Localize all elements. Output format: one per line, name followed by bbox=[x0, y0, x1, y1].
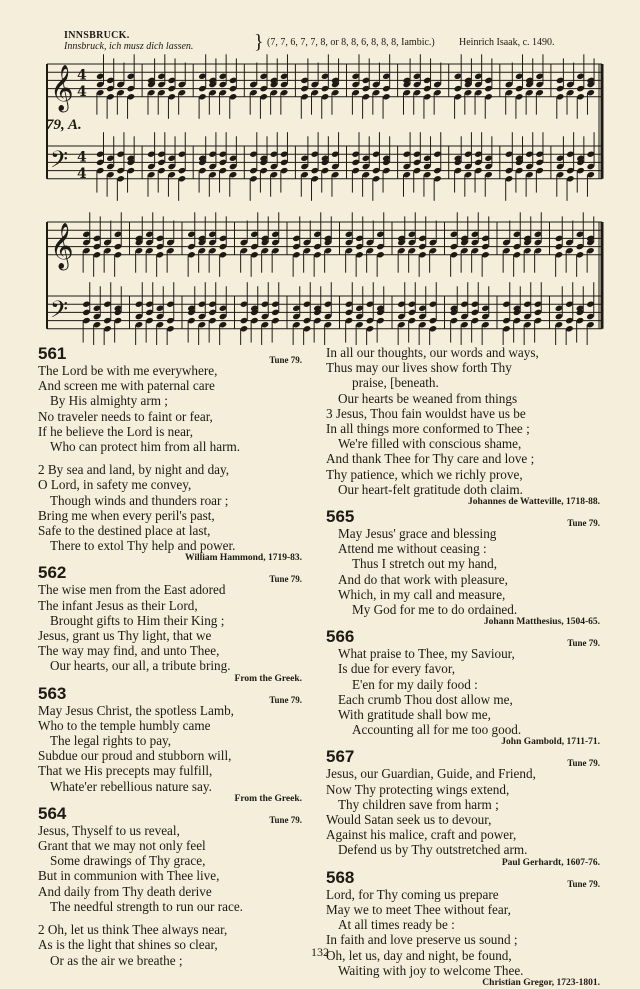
verse-line: Our hearts be weaned from things bbox=[338, 390, 518, 406]
bass-clef-icon: 𝄢 bbox=[50, 295, 69, 329]
verse-line: Jesus, Thyself to us reveal, bbox=[38, 822, 180, 838]
hymn-block bbox=[38, 345, 306, 564]
verse-line: Oh, let us, day and night, be found, bbox=[326, 947, 512, 963]
verse-line: Or as the air we breathe ; bbox=[50, 952, 183, 968]
hymn-number: 561 bbox=[38, 344, 67, 363]
verse-line: Bring me when every peril's past, bbox=[38, 507, 215, 523]
verse-line: Would Satan seek us to devour, bbox=[326, 812, 492, 828]
verse-line: That we His precepts may fulfill, bbox=[38, 763, 213, 779]
tune-meter: (7, 7, 6, 7, 7, 8, or 8, 8, 6, 8, 8, 8, Iambic.) bbox=[267, 37, 435, 48]
tune-composer: Heinrich Isaak, c. 1490. bbox=[459, 37, 555, 48]
verse-line: And daily from Thy death derive bbox=[38, 883, 212, 899]
verse-line: Grant that we may not only feel bbox=[38, 838, 206, 854]
hymn-number: 568 bbox=[326, 867, 355, 887]
tune-reference: Tune 79. bbox=[567, 518, 600, 529]
hymn-block bbox=[326, 508, 604, 628]
verse-line: Attend me without ceasing : bbox=[338, 541, 487, 557]
verse-line: And do that work with pleasure, bbox=[338, 571, 508, 587]
bass-clef-icon: 𝄢 bbox=[50, 145, 69, 179]
verse-line: By His almighty arm ; bbox=[50, 393, 168, 409]
verse-line: Waiting with joy to welcome Thee. bbox=[338, 962, 524, 978]
verse-line: The Lord be with me everywhere, bbox=[38, 363, 218, 378]
continued-hymn bbox=[326, 345, 604, 508]
hymn-number: 563 bbox=[38, 683, 67, 703]
tune-reference: Tune 79. bbox=[567, 758, 600, 769]
time-signature: 4 bbox=[77, 165, 87, 182]
tune-reference: Tune 79. bbox=[567, 638, 600, 649]
verse-line: Whate'er rebellious nature say. bbox=[50, 778, 212, 794]
music-score bbox=[0, 0, 640, 345]
verse-line: Subdue our proud and stubborn will, bbox=[38, 748, 232, 764]
verse-line: E'en for my daily food : bbox=[352, 676, 478, 692]
verse-line: Thus I stretch out my hand, bbox=[352, 556, 498, 572]
tune-reference: Tune 79. bbox=[567, 878, 600, 889]
time-signature: 4 bbox=[77, 67, 87, 84]
verse-line: No traveler needs to faint or fear, bbox=[38, 408, 213, 424]
verse-line: Thy children save from harm ; bbox=[338, 796, 499, 812]
hymn-block bbox=[38, 805, 306, 968]
verse-line: But in communion with Thee live, bbox=[38, 868, 220, 884]
hymn-author: Johannes de Watteville, 1718-88. bbox=[467, 497, 600, 508]
tune-number: 79, A. bbox=[46, 117, 82, 133]
time-signature: 4 bbox=[77, 149, 87, 166]
hymn-number: 567 bbox=[326, 747, 355, 767]
tune-reference: Tune 79. bbox=[269, 694, 302, 705]
verse-line: praise, [beneath. bbox=[352, 375, 439, 391]
verse-line: 2 Oh, let us think Thee always near, bbox=[38, 922, 228, 938]
tune-reference: Tune 79. bbox=[269, 814, 302, 825]
verse-line: Brought gifts to Him their King ; bbox=[50, 612, 225, 628]
hymn-number: 562 bbox=[38, 563, 67, 583]
verse-line: Thus may our lives show forth Thy bbox=[326, 360, 512, 376]
verse-line: Against his malice, craft and power, bbox=[326, 827, 517, 843]
treble-clef-icon: 𝄞 bbox=[50, 64, 74, 111]
stanza-gap bbox=[38, 914, 306, 922]
hymn-author: Paul Gerhardt, 1607-76. bbox=[501, 857, 600, 868]
tune-reference: Tune 79. bbox=[269, 574, 302, 585]
verse-line: May we to meet Thee without fear, bbox=[326, 901, 511, 917]
verse-line: Who to the temple humbly came bbox=[38, 717, 211, 733]
verse-line: O Lord, in safety me convey, bbox=[38, 477, 192, 493]
verse-line: With gratitude shall bow me, bbox=[338, 707, 491, 723]
tune-reference: Tune 79. bbox=[269, 355, 302, 365]
verse-line: Some drawings of Thy grace, bbox=[50, 853, 206, 869]
hymn-number: 565 bbox=[326, 507, 355, 527]
verse-line: The legal rights to pay, bbox=[50, 733, 172, 749]
verse-line: May Jesus Christ, the spotless Lamb, bbox=[38, 702, 234, 718]
verse-line: My God for me to do ordained. bbox=[352, 602, 518, 618]
hymn-author: John Gambold, 1711-71. bbox=[501, 737, 600, 748]
hymn-number: 564 bbox=[38, 803, 67, 823]
hymn-block bbox=[38, 564, 306, 684]
tune-name: INNSBRUCK. bbox=[64, 30, 130, 41]
left-column bbox=[38, 345, 306, 968]
hymn-author: From the Greek. bbox=[234, 673, 302, 684]
verse-line: What praise to Thee, my Saviour, bbox=[338, 646, 515, 662]
tune-subtitle: Innsbruck, ich musz dich lassen. bbox=[64, 41, 194, 52]
verse-line: There to extol Thy help and power. bbox=[50, 538, 236, 554]
right-column bbox=[326, 345, 604, 989]
verse-line: Thy patience, which we richly prove, bbox=[326, 466, 523, 482]
verse-line: In faith and love preserve us sound ; bbox=[326, 932, 518, 948]
verse-line: The way may find, and unto Thee, bbox=[38, 643, 220, 659]
verse-line: Which, in my call and measure, bbox=[338, 586, 506, 602]
hymn-author: William Hammond, 1719-83. bbox=[185, 553, 302, 564]
verse-line: The infant Jesus as their Lord, bbox=[38, 597, 198, 613]
verse-line: And thank Thee for Thy care and love ; bbox=[326, 451, 535, 467]
verse-line: As is the light that shines so clear, bbox=[38, 937, 218, 953]
verse-line: 2 By sea and land, by night and day, bbox=[38, 462, 230, 478]
hymn-number: 566 bbox=[326, 627, 355, 647]
verse-line: Who can protect him from all harm. bbox=[50, 439, 241, 455]
verse-line: We're filled with conscious shame, bbox=[338, 436, 522, 452]
verse-line: 3 Jesus, Thou fain wouldst have us be bbox=[326, 405, 526, 421]
verse-line: At all times ready be : bbox=[338, 917, 455, 933]
verse-line: Accounting all for me too good. bbox=[352, 722, 522, 738]
hymn-block bbox=[38, 685, 306, 805]
verse-line: Our heart-felt gratitude doth claim. bbox=[338, 481, 523, 497]
verse-line: If he believe the Lord is near, bbox=[38, 423, 194, 439]
verse-line: Our hearts, our all, a tribute bring. bbox=[50, 658, 231, 674]
verse-line: May Jesus' grace and blessing bbox=[338, 526, 497, 542]
hymn-author: Christian Gregor, 1723-1801. bbox=[482, 977, 600, 988]
stanza-gap bbox=[38, 454, 306, 462]
verse-line: In all things more conformed to Thee ; bbox=[326, 421, 530, 437]
treble-clef-icon: 𝄞 bbox=[50, 222, 74, 269]
verse-line: Each crumb Thou dost allow me, bbox=[338, 691, 513, 707]
verse-line: And screen me with paternal care bbox=[38, 378, 215, 394]
page-number: 132 bbox=[311, 945, 329, 959]
verse-line: Is due for every favor, bbox=[338, 661, 456, 677]
hymn-author: Johann Matthesius, 1504-65. bbox=[483, 617, 600, 628]
verse-line: Lord, for Thy coming us prepare bbox=[326, 886, 499, 902]
hymn-author: From the Greek. bbox=[234, 793, 302, 804]
verse-line: Jesus, our Guardian, Guide, and Friend, bbox=[326, 766, 536, 782]
hymn-block bbox=[326, 869, 604, 989]
verse-line: Now Thy protecting wings extend, bbox=[326, 781, 510, 797]
verse-line: In all our thoughts, our words and ways, bbox=[326, 345, 539, 360]
verse-line: Jesus, grant us Thy light, that we bbox=[38, 628, 212, 644]
verse-line: Safe to the destined place at last, bbox=[38, 523, 211, 539]
verse-line: Defend us by Thy outstretched arm. bbox=[338, 842, 528, 858]
verse-line: The wise men from the East adored bbox=[38, 582, 226, 598]
verse-line: The needful strength to run our race. bbox=[50, 898, 243, 914]
verse-line: Though winds and thunders roar ; bbox=[50, 492, 229, 508]
hymn-block bbox=[326, 628, 604, 748]
brace-glyph: } bbox=[254, 31, 264, 53]
hymn-block bbox=[326, 748, 604, 868]
time-signature: 4 bbox=[77, 83, 87, 100]
